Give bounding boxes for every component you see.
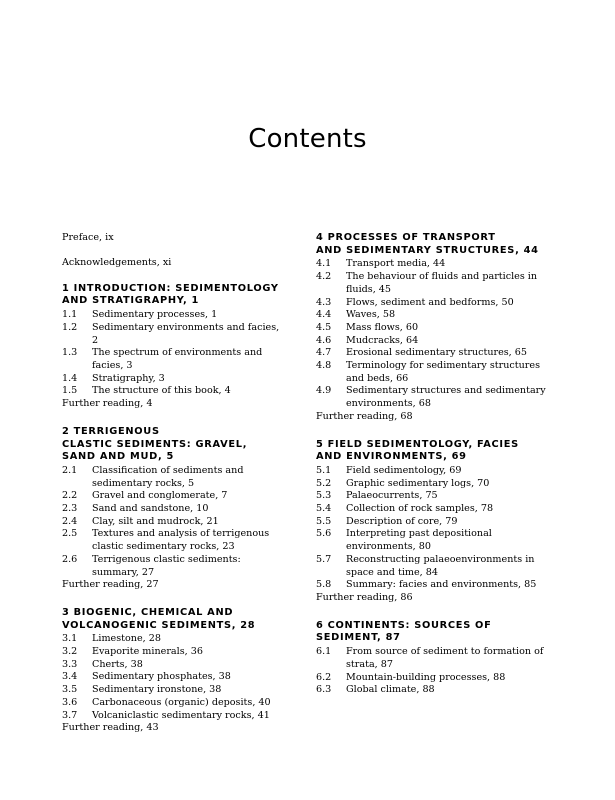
toc-entry[interactable] [62, 554, 288, 579]
toc-entry[interactable] [316, 465, 548, 478]
toc-entry[interactable] [62, 528, 288, 553]
further-reading[interactable]: Further reading, 43 [62, 722, 159, 734]
chapter-heading-line: SEDIMENT, 87 [316, 632, 401, 644]
section-title: Palaeocurrents, 75 [346, 490, 438, 502]
chapter-heading-line: 5 FIELD SEDIMENTOLOGY, FACIES [316, 438, 519, 450]
section-number: 1.4 [62, 372, 78, 384]
toc-entry[interactable] [316, 684, 548, 697]
toc-entry[interactable] [62, 347, 288, 372]
chapter-6-heading[interactable] [316, 620, 548, 645]
section-number: 4.6 [316, 334, 332, 346]
chapter-heading-line: 2 TERRIGENOUS [62, 425, 160, 437]
chapter-heading-line: 4 PROCESSES OF TRANSPORT [316, 232, 496, 243]
section-number: 4.3 [316, 296, 332, 308]
section-number: 2.1 [62, 464, 78, 476]
toc-entry[interactable] [62, 516, 288, 529]
toc-entry[interactable] [62, 684, 288, 697]
toc-entry[interactable] [316, 360, 548, 385]
chapter-5-heading[interactable] [316, 439, 548, 464]
toc-entry[interactable] [316, 490, 548, 503]
section-title: Cherts, 38 [92, 658, 143, 670]
section-title: Reconstructing palaeoenvironments in space and time, 84 [346, 553, 535, 578]
toc-entry[interactable] [62, 659, 288, 672]
section-number: 2.4 [62, 515, 78, 527]
section-number: 4.1 [316, 258, 332, 270]
section-title: The structure of this book, 4 [92, 385, 231, 397]
section-number: 4.2 [316, 271, 332, 283]
section-title: Terminology for sedimentary structures and beds, 66 [346, 360, 540, 384]
section-title: Gravel and conglomerate, 7 [92, 490, 228, 502]
toc-entry[interactable] [316, 309, 548, 322]
section-title: From source of sediment to formation of strata, 87 [346, 646, 544, 670]
section-title: Sedimentary environments and facies, 2 [92, 321, 280, 346]
section-number: 5.7 [316, 553, 332, 565]
chapter-heading-line: 3 BIOGENIC, CHEMICAL AND [62, 606, 234, 618]
toc-entry[interactable] [62, 671, 288, 684]
toc-entry[interactable] [62, 385, 288, 398]
toc-entry[interactable] [316, 271, 548, 296]
toc-entry[interactable] [62, 633, 288, 646]
section-number: 3.2 [62, 646, 78, 658]
section-number: 3.7 [62, 709, 78, 721]
section-number: 3.5 [62, 684, 78, 696]
further-reading[interactable]: Further reading, 4 [62, 398, 153, 410]
section-title: Sand and sandstone, 10 [92, 503, 209, 515]
toc-entry[interactable] [316, 672, 548, 685]
toc-preface[interactable]: Preface, ix [62, 232, 114, 243]
section-title: Mountain-building processes, 88 [346, 671, 506, 683]
toc-entry[interactable] [316, 335, 548, 348]
section-title: Textures and analysis of terrigenous clastic sedimentary rocks, 23 [92, 528, 270, 553]
toc-entry[interactable] [62, 697, 288, 710]
section-title: Sedimentary ironstone, 38 [92, 684, 222, 696]
section-number: 2.3 [62, 503, 78, 515]
section-number: 4.9 [316, 385, 332, 397]
section-number: 5.4 [316, 503, 332, 515]
chapter-heading-line: AND STRATIGRAPHY, 1 [62, 295, 200, 307]
section-number: 5.6 [316, 528, 332, 540]
toc-entry[interactable] [316, 503, 548, 516]
page-title: Contents [248, 124, 367, 154]
section-number: 5.5 [316, 515, 332, 527]
toc-entry[interactable] [316, 322, 548, 335]
section-number: 1.3 [62, 347, 78, 359]
section-title: The spectrum of environments and facies, 3 [92, 347, 263, 371]
section-title: Global climate, 88 [346, 684, 435, 696]
section-title: Flows, sediment and bedforms, 50 [346, 296, 514, 308]
toc-entry[interactable] [316, 385, 548, 410]
section-number: 5.1 [316, 464, 332, 476]
toc-entry[interactable] [62, 309, 288, 322]
section-number: 6.2 [316, 671, 332, 683]
section-number: 1.5 [62, 385, 78, 397]
section-number: 5.3 [316, 490, 332, 502]
toc-entry[interactable] [62, 710, 288, 723]
chapter-heading-line: AND ENVIRONMENTS, 69 [316, 451, 467, 463]
section-number: 2.2 [62, 490, 78, 502]
toc-acknowledgements[interactable]: Acknowledgements, xi [62, 257, 172, 269]
section-number: 4.5 [316, 321, 332, 333]
section-title: Sedimentary phosphates, 38 [92, 671, 231, 683]
section-title: Waves, 58 [346, 309, 396, 321]
section-number: 3.1 [62, 633, 78, 645]
section-title: Terrigenous clastic sediments: summary, 27 [92, 553, 241, 578]
section-title: Mudcracks, 64 [346, 334, 419, 346]
toc-entry[interactable] [316, 554, 548, 579]
toc-entry[interactable] [62, 503, 288, 516]
section-title: Classification of sediments and sedimentary rocks, 5 [92, 464, 244, 489]
toc-entry[interactable] [316, 258, 548, 271]
section-title: Carbonaceous (organic) deposits, 40 [92, 696, 271, 708]
toc-entry[interactable] [62, 465, 288, 490]
section-title: Clay, silt and mudrock, 21 [92, 515, 219, 527]
section-number: 5.2 [316, 477, 332, 489]
toc-entry[interactable] [62, 322, 288, 347]
toc-entry[interactable] [62, 646, 288, 659]
section-number: 4.8 [316, 360, 332, 372]
section-number: 4.7 [316, 347, 332, 359]
toc-entry[interactable] [62, 490, 288, 503]
section-number: 1.1 [62, 309, 78, 321]
section-title: Erosional sedimentary structures, 65 [346, 347, 527, 359]
section-title: Transport media, 44 [346, 258, 446, 270]
section-number: 6.1 [316, 646, 332, 658]
chapter-2-heading[interactable] [62, 426, 288, 464]
chapter-1-heading[interactable] [62, 283, 288, 308]
chapter-heading-line: CLASTIC SEDIMENTS: GRAVEL, [62, 438, 248, 450]
section-title: Sedimentary structures and sedimentary environments, 68 [346, 385, 546, 410]
toc-entry[interactable] [316, 347, 548, 360]
section-number: 1.2 [62, 321, 78, 333]
section-title: Description of core, 79 [346, 515, 458, 527]
section-number: 2.5 [62, 528, 78, 540]
section-title: Interpreting past depositional environments, 80 [346, 528, 492, 553]
section-title: Volcaniclastic sedimentary rocks, 41 [92, 709, 270, 721]
section-title: Sedimentary processes, 1 [92, 309, 218, 321]
chapter-heading-line: VOLCANOGENIC SEDIMENTS, 28 [62, 619, 256, 631]
toc-entry[interactable] [316, 478, 548, 491]
further-reading[interactable]: Further reading, 68 [316, 410, 413, 422]
section-title: Mass flows, 60 [346, 321, 419, 333]
toc-entry[interactable] [316, 528, 548, 553]
section-title: Summary: facies and environments, 85 [346, 579, 537, 591]
toc-entry[interactable] [316, 516, 548, 529]
section-number: 3.6 [62, 696, 78, 708]
chapter-heading-line: AND SEDIMENTARY STRUCTURES, 44 [316, 244, 539, 256]
section-number: 3.4 [62, 671, 78, 683]
chapter-heading-line: SAND AND MUD, 5 [62, 451, 174, 463]
toc-column-left [62, 232, 288, 735]
section-title: Evaporite minerals, 36 [92, 646, 203, 658]
section-title: Collection of rock samples, 78 [346, 503, 494, 515]
section-number: 6.3 [316, 684, 332, 696]
chapter-heading-line: 6 CONTINENTS: SOURCES OF [316, 619, 492, 631]
section-number: 2.6 [62, 553, 78, 565]
toc-entry[interactable] [316, 646, 548, 671]
further-reading[interactable]: Further reading, 86 [316, 591, 413, 603]
section-title: The behaviour of fluids and particles in fluids, 45 [346, 271, 538, 295]
toc-column-right [316, 232, 548, 697]
section-title: Limestone, 28 [92, 633, 161, 645]
toc-entry[interactable] [316, 297, 548, 310]
section-title: Graphic sedimentary logs, 70 [346, 477, 490, 489]
toc-entry[interactable] [316, 579, 548, 592]
chapter-4-heading[interactable] [316, 232, 548, 257]
chapter-3-heading[interactable] [62, 607, 288, 632]
section-title: Stratigraphy, 3 [92, 372, 165, 384]
chapter-heading-line: 1 INTRODUCTION: SEDIMENTOLOGY [62, 282, 279, 294]
toc-entry[interactable] [62, 373, 288, 386]
section-number: 4.4 [316, 309, 332, 321]
further-reading[interactable]: Further reading, 27 [62, 579, 159, 591]
section-number: 5.8 [316, 579, 332, 591]
section-number: 3.3 [62, 658, 78, 670]
section-title: Field sedimentology, 69 [346, 464, 462, 476]
